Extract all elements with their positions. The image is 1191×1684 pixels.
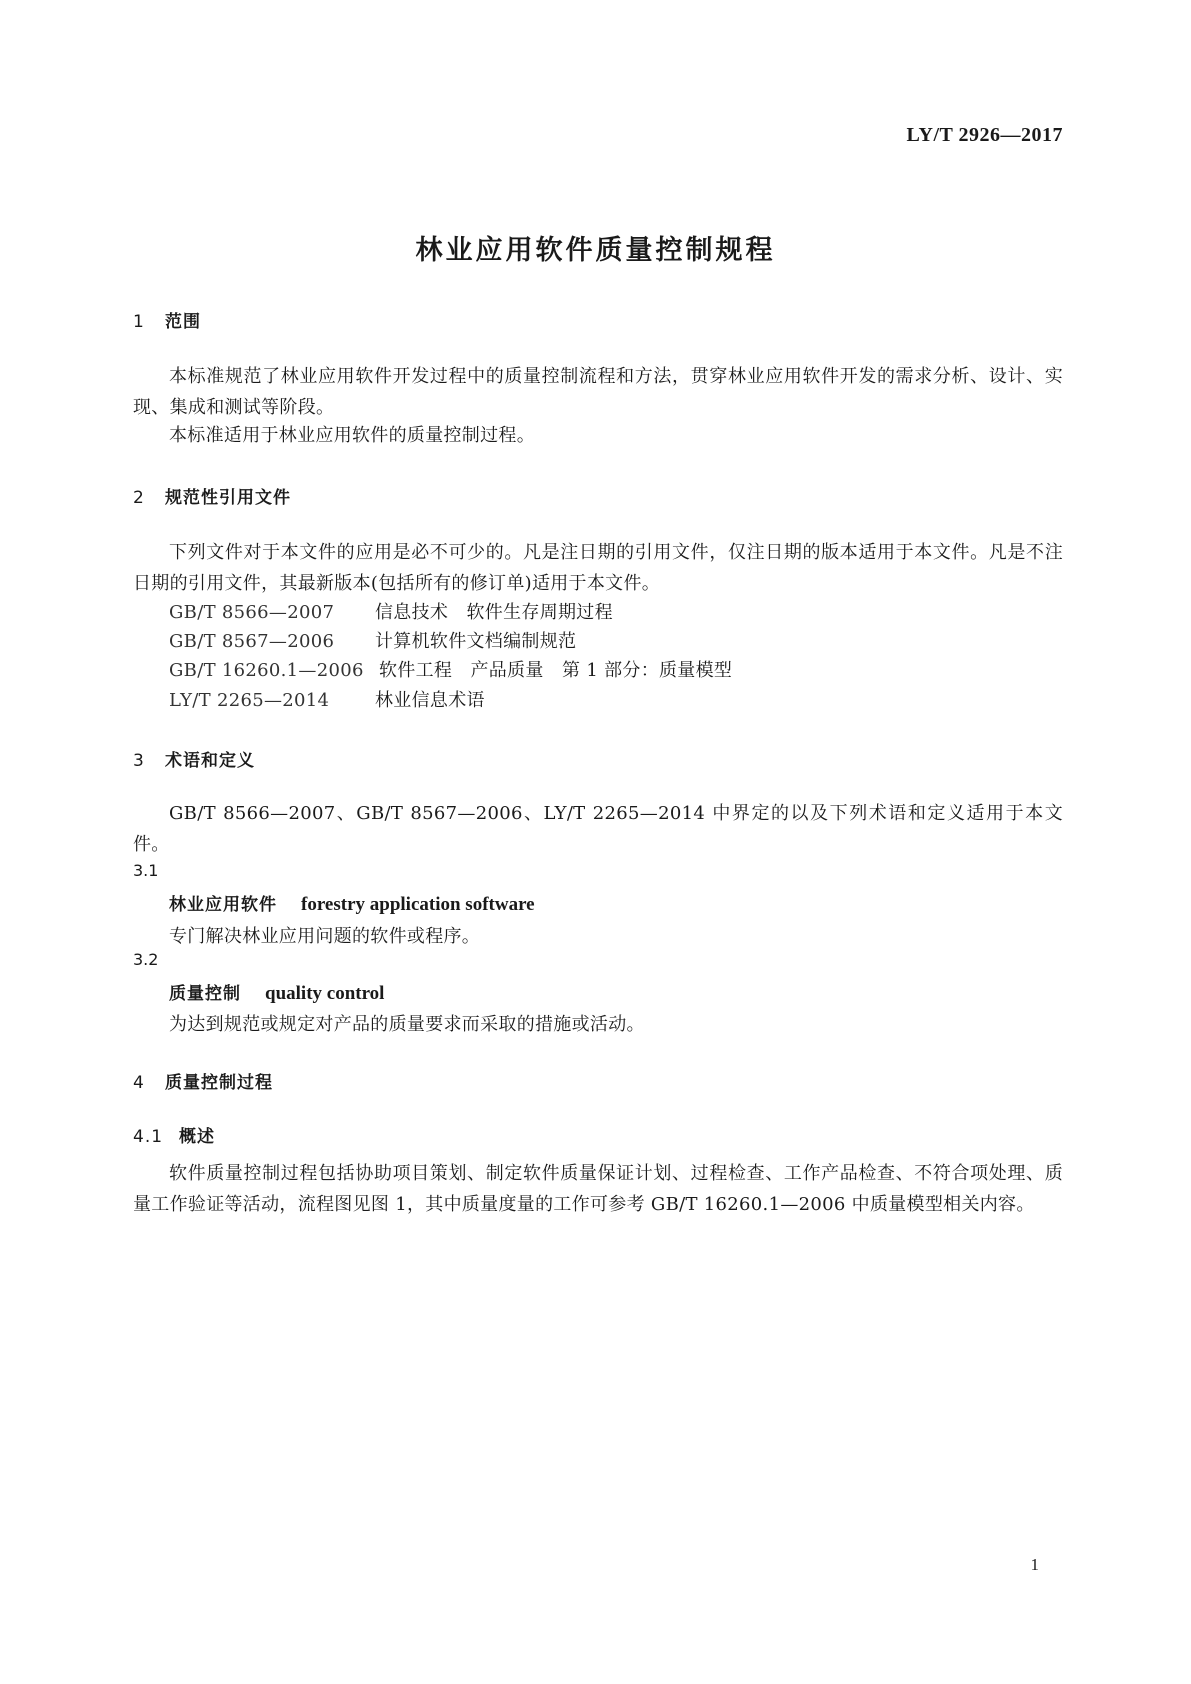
term-number: 3.2 (133, 950, 159, 969)
section-1-heading (133, 307, 201, 332)
section-2-heading (133, 483, 291, 508)
term-definition: 专门解决林业应用问题的软件或程序。 (169, 926, 481, 947)
section-title: 术语和定义 (165, 751, 255, 771)
section-3-heading (133, 746, 255, 771)
reference-title: 林业信息术语 (375, 690, 485, 711)
reference-code: LY/T 2265—2014 (169, 690, 330, 711)
reference-item (169, 627, 576, 653)
subsection-4-1-heading (133, 1122, 215, 1147)
section-number: 4 (133, 1073, 145, 1093)
reference-title: 信息技术 软件生存周期过程 (375, 602, 613, 623)
section-3-intro: GB/T 8566—2007、GB/T 8567—2006、LY/T 2265—2014 中界定的以及下列术语和定义适用于本文件。 (133, 803, 1063, 855)
section-number: 2 (133, 488, 145, 508)
standard-code: LY/T 2926—2017 (906, 124, 1063, 146)
section-2-intro: 下列文件对于本文件的应用是必不可少的。凡是注日期的引用文件，仅注日期的版本适用于本文件。凡是不注日期的引用文件，其最新版本(包括所有的修订单)适用于本文件。 (133, 542, 1063, 594)
term-number: 3.1 (133, 861, 159, 880)
subsection-number: 4.1 (133, 1127, 164, 1147)
section-1-paragraph-2: 本标准适用于林业应用软件的质量控制过程。 (169, 425, 535, 446)
term-chinese: 质量控制 (169, 984, 241, 1004)
document-title: 林业应用软件质量控制规程 (415, 235, 776, 266)
section-title: 规范性引用文件 (165, 488, 291, 508)
page-number: 1 (1030, 1555, 1039, 1574)
section-title: 范围 (165, 312, 201, 332)
section-title: 质量控制过程 (165, 1073, 273, 1093)
section-4-heading (133, 1068, 273, 1093)
reference-title: 软件工程 产品质量 第 1 部分：质量模型 (379, 660, 733, 681)
reference-code: GB/T 16260.1—2006 (169, 660, 364, 681)
reference-code: GB/T 8567—2006 (169, 631, 335, 652)
section-1-paragraph-1: 本标准规范了林业应用软件开发过程中的质量控制流程和方法，贯穿林业应用软件开发的需求分析、设计、实现、集成和测试等阶段。 (133, 366, 1063, 418)
reference-item (169, 656, 732, 682)
subsection-title: 概述 (179, 1127, 215, 1147)
term-chinese: 林业应用软件 (169, 895, 277, 915)
section-number: 1 (133, 312, 145, 332)
reference-code: GB/T 8566—2007 (169, 602, 335, 623)
term-heading (169, 890, 535, 916)
reference-item (169, 686, 485, 712)
term-english: quality control (265, 983, 385, 1004)
reference-item (169, 598, 613, 624)
reference-title: 计算机软件文档编制规范 (375, 631, 577, 652)
term-heading (169, 979, 384, 1005)
subsection-4-1-paragraph: 软件质量控制过程包括协助项目策划、制定软件质量保证计划、过程检查、工作产品检查、不符合项处理、质量工作验证等活动，流程图见图 1，其中质量度量的工作可参考 GB/T 16260.1—2006 中质量模型相关内容。 (133, 1163, 1063, 1215)
section-number: 3 (133, 751, 145, 771)
term-definition: 为达到规范或规定对产品的质量要求而采取的措施或活动。 (169, 1014, 645, 1035)
term-english: forestry application software (301, 894, 535, 915)
